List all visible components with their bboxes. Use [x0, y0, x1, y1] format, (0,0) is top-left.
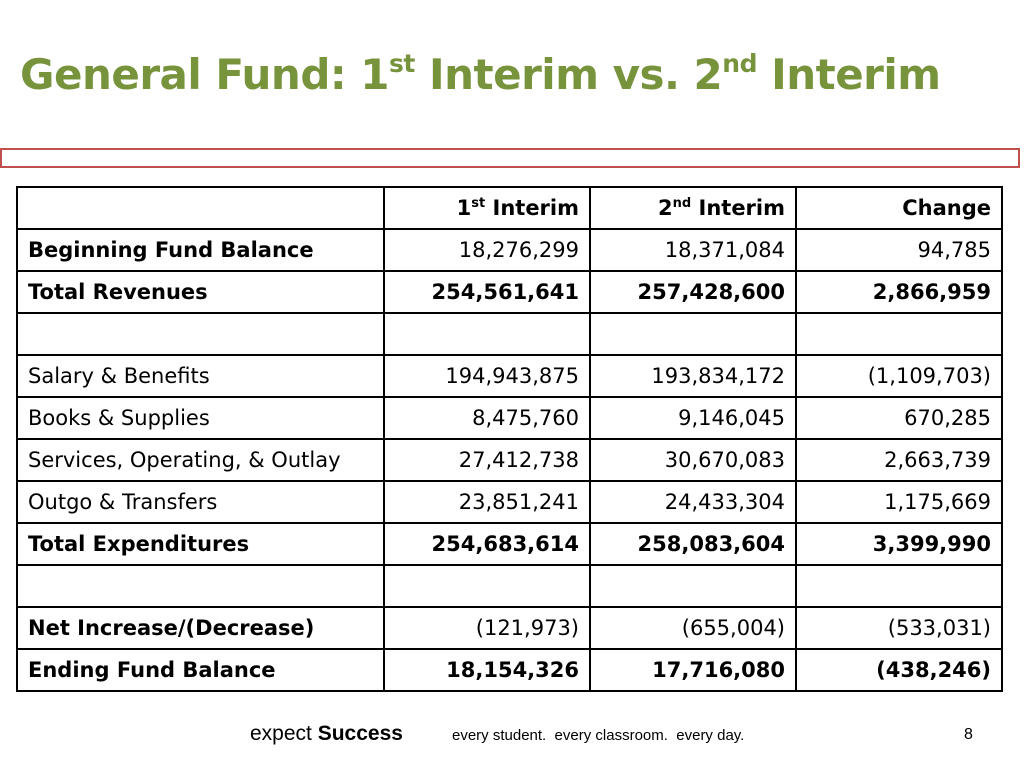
empty-cell: [590, 565, 796, 607]
table-row-spacer: [17, 313, 1002, 355]
cell-change: 3,399,990: [796, 523, 1002, 565]
table-row-beginning-fund-balance: [17, 229, 1002, 271]
cell-first-interim: (121,973): [384, 607, 590, 649]
cell-first-interim: 8,475,760: [384, 397, 590, 439]
table-row-total-revenues: [17, 271, 1002, 313]
table-row-spacer: [17, 565, 1002, 607]
cell-second-interim: 30,670,083: [590, 439, 796, 481]
cell-first-interim: 194,943,875: [384, 355, 590, 397]
cell-change: 2,663,739: [796, 439, 1002, 481]
table-row-outgo-transfers: [17, 481, 1002, 523]
title-text-part2: Interim vs. 2: [414, 50, 723, 99]
row-label: Total Revenues: [17, 271, 384, 313]
cell-second-interim: (655,004): [590, 607, 796, 649]
table-row-services-operating-outlay: [17, 439, 1002, 481]
cell-first-interim: 254,683,614: [384, 523, 590, 565]
header-change: Change: [796, 187, 1002, 229]
row-label: Net Increase/(Decrease): [17, 607, 384, 649]
empty-cell: [384, 313, 590, 355]
cell-second-interim: 9,146,045: [590, 397, 796, 439]
title-superscript-2: nd: [722, 49, 757, 78]
cell-first-interim: 27,412,738: [384, 439, 590, 481]
cell-first-interim: 18,276,299: [384, 229, 590, 271]
empty-cell: [796, 313, 1002, 355]
row-label: Services, Operating, & Outlay: [17, 439, 384, 481]
table-header-row: [17, 187, 1002, 229]
brand-text-success: Success: [317, 722, 403, 745]
slide-title: [20, 50, 1010, 99]
cell-change: 670,285: [796, 397, 1002, 439]
row-label: Total Expenditures: [17, 523, 384, 565]
cell-change: (533,031): [796, 607, 1002, 649]
cell-first-interim: 18,154,326: [384, 649, 590, 691]
cell-change: (438,246): [796, 649, 1002, 691]
fund-comparison-table: [16, 186, 1003, 692]
row-label: Books & Supplies: [17, 397, 384, 439]
cell-second-interim: 193,834,172: [590, 355, 796, 397]
table-row-books-supplies: [17, 397, 1002, 439]
brand-text-expect: expect: [250, 722, 318, 745]
cell-change: (1,109,703): [796, 355, 1002, 397]
footer-tagline: every student. every classroom. every day.: [452, 727, 745, 744]
cell-second-interim: 17,716,080: [590, 649, 796, 691]
empty-cell: [384, 565, 590, 607]
header-first-interim: 1st Interim: [384, 187, 590, 229]
row-label: Beginning Fund Balance: [17, 229, 384, 271]
cell-second-interim: 258,083,604: [590, 523, 796, 565]
footer-brand-logo: [250, 722, 403, 746]
cell-second-interim: 18,371,084: [590, 229, 796, 271]
cell-change: 1,175,669: [796, 481, 1002, 523]
cell-change: 94,785: [796, 229, 1002, 271]
table-row-ending-fund-balance: [17, 649, 1002, 691]
empty-cell: [17, 565, 384, 607]
title-superscript-1: st: [389, 49, 415, 78]
table-row-net-increase-decrease: [17, 607, 1002, 649]
header-empty-cell: [17, 187, 384, 229]
title-divider-bar: [0, 148, 1020, 168]
page-number: 8: [964, 726, 973, 743]
cell-second-interim: 257,428,600: [590, 271, 796, 313]
row-label: Ending Fund Balance: [17, 649, 384, 691]
table-row-salary-benefits: [17, 355, 1002, 397]
empty-cell: [17, 313, 384, 355]
title-text-part1: General Fund: 1: [20, 50, 390, 99]
title-text-part3: Interim: [756, 50, 941, 99]
table-row-total-expenditures: [17, 523, 1002, 565]
cell-second-interim: 24,433,304: [590, 481, 796, 523]
row-label: Outgo & Transfers: [17, 481, 384, 523]
row-label: Salary & Benefits: [17, 355, 384, 397]
empty-cell: [796, 565, 1002, 607]
cell-change: 2,866,959: [796, 271, 1002, 313]
header-second-interim: 2nd Interim: [590, 187, 796, 229]
cell-first-interim: 23,851,241: [384, 481, 590, 523]
empty-cell: [590, 313, 796, 355]
cell-first-interim: 254,561,641: [384, 271, 590, 313]
